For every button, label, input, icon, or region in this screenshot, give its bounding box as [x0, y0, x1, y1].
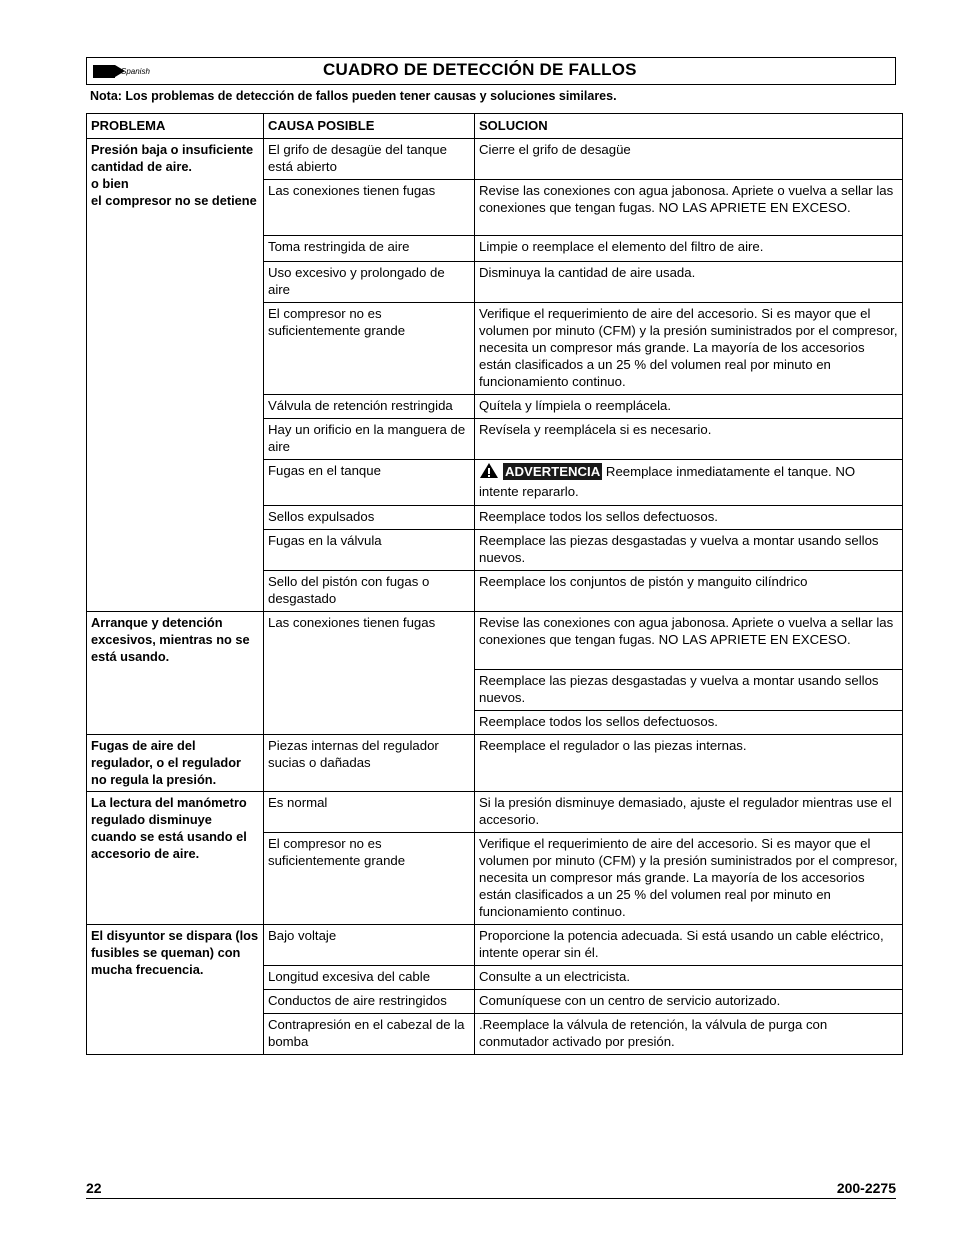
- cause-cell: Hay un orificio en la manguera de aire: [264, 419, 475, 460]
- problem-cell: La lectura del manómetro regulado disminuye cuando se está usando el accesorio de aire.: [87, 792, 264, 925]
- cause-cell: Contrapresión en el cabezal de la bomba: [264, 1014, 475, 1055]
- solution-cell: Limpie o reemplace el elemento del filtro de aire.: [475, 236, 903, 262]
- note-text: Nota: Los problemas de detección de fallos pueden tener causas y soluciones similares.: [90, 89, 617, 103]
- table-row: [87, 735, 903, 792]
- table-row: [87, 792, 903, 833]
- language-label: Spanish: [121, 67, 150, 76]
- header-box: [86, 57, 896, 85]
- cause-cell: Bajo voltaje: [264, 925, 475, 966]
- solution-cell: Reemplace el regulador o las piezas internas.: [475, 735, 903, 792]
- table-row: [87, 612, 903, 670]
- solution-cell: Verifique el requerimiento de aire del accesorio. Si es mayor que el volumen por minuto (CFM) y la presión suministrados por el compresor, necesita un compresor más grande. La mayoría de los accesorios están clasificados a un 25 % del volumen real por minuto en funcionamiento continuo.: [475, 833, 903, 925]
- footer-divider: [86, 1198, 896, 1199]
- cause-cell: Fugas en el tanque: [264, 460, 475, 506]
- cause-cell: Conductos de aire restringidos: [264, 990, 475, 1014]
- solution-cell: Verifique el requerimiento de aire del accesorio. Si es mayor que el volumen por minuto (CFM) y la presión suministrados por el compresor, necesita un compresor más grande. La mayoría de los accesorios están clasificados a un 25 % del volumen real por minuto en funcionamiento continuo.: [475, 303, 903, 395]
- problem-cell: Fugas de aire del regulador, o el regulador no regula la presión.: [87, 735, 264, 792]
- solution-cell: Reemplace todos los sellos defectuosos.: [475, 506, 903, 530]
- solution-cell: Si la presión disminuye demasiado, ajuste el regulador mientras use el accesorio.: [475, 792, 903, 833]
- solution-cell: [475, 460, 903, 506]
- solution-cell: Revise las conexiones con agua jabonosa. Apriete o vuelva a sellar las conexiones que tengan fugas. NO LAS APRIETE EN EXCESO.: [475, 612, 903, 670]
- solution-cell: Consulte a un electricista.: [475, 966, 903, 990]
- language-arrow-icon: [93, 65, 125, 78]
- cause-cell: Sellos expulsados: [264, 506, 475, 530]
- solution-cell: Comuníquese con un centro de servicio autorizado.: [475, 990, 903, 1014]
- header-solution: SOLUCION: [475, 114, 903, 139]
- troubleshooting-table: [86, 113, 903, 1055]
- cause-cell: El compresor no es suficientemente grande: [264, 303, 475, 395]
- cause-cell: Piezas internas del regulador sucias o dañadas: [264, 735, 475, 792]
- solution-cell: Reemplace las piezas desgastadas y vuelva a montar usando sellos nuevos.: [475, 530, 903, 571]
- cause-cell: Sello del pistón con fugas o desgastado: [264, 571, 475, 612]
- table-row: [87, 139, 903, 180]
- document-number: 200-2275: [836, 1180, 896, 1196]
- cause-cell: Longitud excesiva del cable: [264, 966, 475, 990]
- solution-cell: Reemplace las piezas desgastadas y vuelva a montar usando sellos nuevos.: [475, 670, 903, 711]
- page-number: 22: [86, 1180, 102, 1196]
- header-problem: PROBLEMA: [87, 114, 264, 139]
- problem-cell: El disyuntor se dispara (los fusibles se queman) con mucha frecuencia.: [87, 925, 264, 1055]
- cause-cell: Toma restringida de aire: [264, 236, 475, 262]
- cause-cell: El compresor no es suficientemente grande: [264, 833, 475, 925]
- solution-cell: Revise las conexiones con agua jabonosa. Apriete o vuelva a sellar las conexiones que tengan fugas. NO LAS APRIETE EN EXCESO.: [475, 180, 903, 236]
- cause-cell: Uso excesivo y prolongado de aire: [264, 262, 475, 303]
- solution-cell: Disminuya la cantidad de aire usada.: [475, 262, 903, 303]
- problem-cell: [87, 139, 264, 612]
- solution-cell: Quítela y límpiela o reemplácela.: [475, 395, 903, 419]
- solution-cell: .Reemplace la válvula de retención, la válvula de purga con conmutador activado por presión.: [475, 1014, 903, 1055]
- solution-cell: Reemplace los conjuntos de pistón y manguito cilíndrico: [475, 571, 903, 612]
- problem-text: Presión baja o insuficiente cantidad de aire. o bien el compresor no se detiene: [91, 142, 257, 208]
- cause-cell: Las conexiones tienen fugas: [264, 612, 475, 735]
- cause-cell: Es normal: [264, 792, 475, 833]
- solution-cell: Cierre el grifo de desagüe: [475, 139, 903, 180]
- language-tag: [93, 64, 150, 79]
- page-title: CUADRO DE DETECCIÓN DE FALLOS: [323, 60, 637, 79]
- problem-cell: Arranque y detención excesivos, mientras no se está usando.: [87, 612, 264, 735]
- table-row: [87, 925, 903, 966]
- table-header-row: [87, 114, 903, 139]
- cause-cell: Fugas en la válvula: [264, 530, 475, 571]
- cause-cell: Las conexiones tienen fugas: [264, 180, 475, 236]
- warning-label: ADVERTENCIA: [505, 463, 601, 479]
- cause-cell: El grifo de desagüe del tanque está abierto: [264, 139, 475, 180]
- solution-cell: Reemplace todos los sellos defectuosos.: [475, 711, 903, 735]
- solution-cell: Proporcione la potencia adecuada. Si está usando un cable eléctrico, intente operar sin él.: [475, 925, 903, 966]
- warning-text: Reemplace inmediatamente el tanque. NO intente repararlo.: [479, 463, 856, 499]
- warning-triangle-icon: [479, 462, 499, 483]
- solution-cell: Revísela y reemplácela si es necesario.: [475, 419, 903, 460]
- header-cause: CAUSA POSIBLE: [264, 114, 475, 139]
- cause-cell: Válvula de retención restringida: [264, 395, 475, 419]
